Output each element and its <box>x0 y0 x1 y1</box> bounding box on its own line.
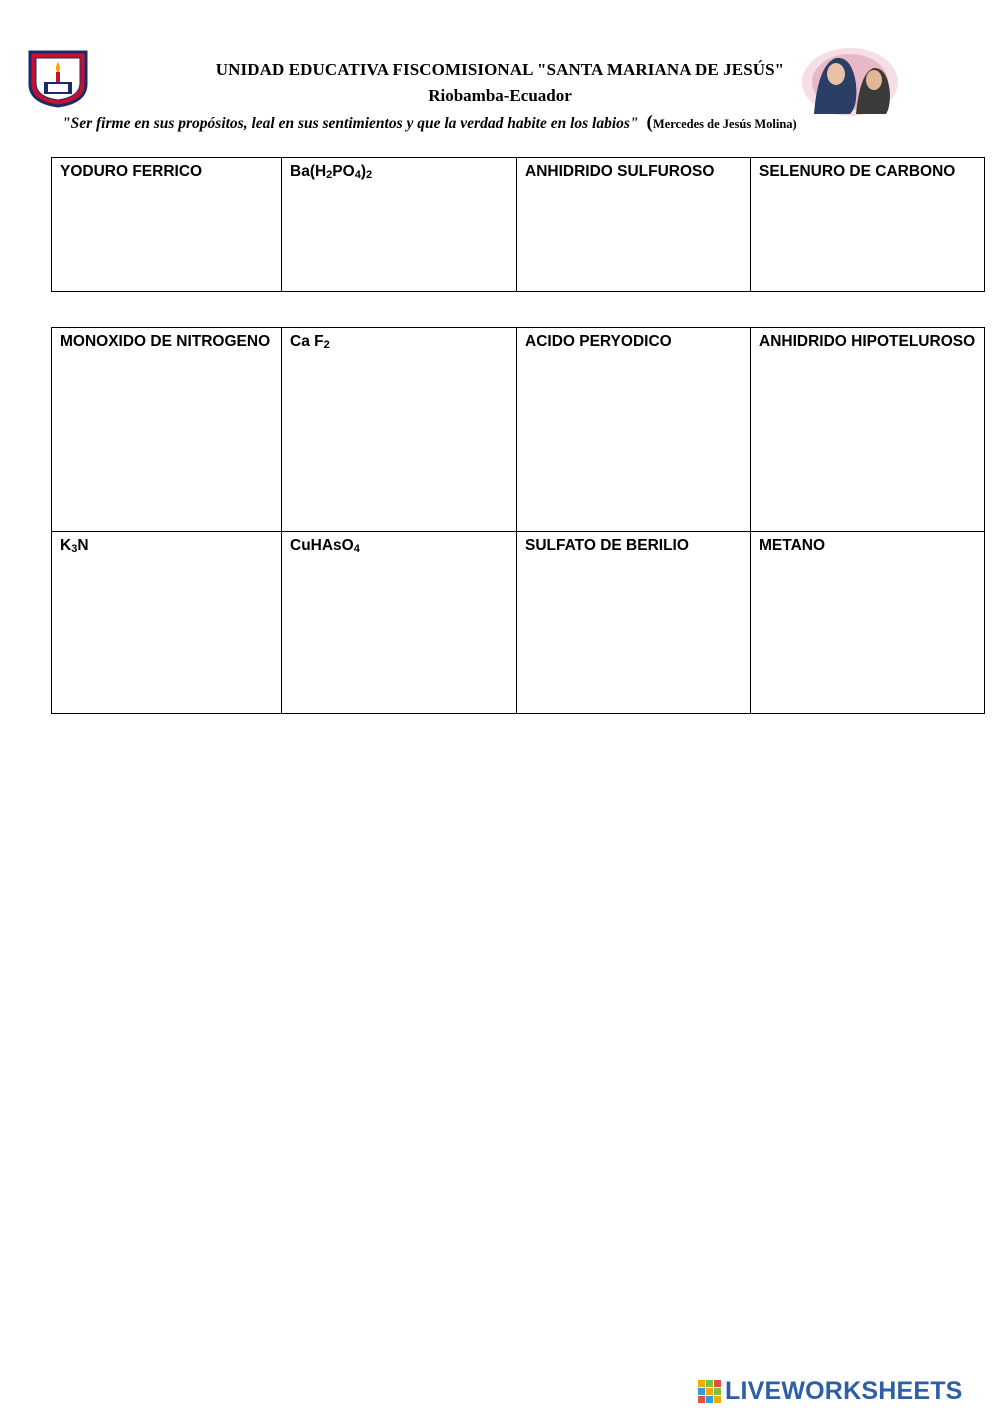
cell-sulfato-de-berilio[interactable] <box>517 532 751 714</box>
worksheet-table-2 <box>51 327 985 714</box>
subscript: 2 <box>366 169 373 181</box>
subscript: 2 <box>326 169 333 181</box>
worksheet-table-1 <box>51 157 985 292</box>
cell-acido-peryodico[interactable] <box>517 328 751 532</box>
cell-label: ANHIDRIDO HIPOTELUROSO <box>759 333 976 350</box>
formula-part: K <box>60 537 72 554</box>
cell-label: ACIDO PERYODICO <box>525 333 672 350</box>
school-city: Riobamba-Ecuador <box>428 86 572 105</box>
formula-part: CuHAsO <box>290 537 354 554</box>
formula-part: ) <box>360 163 366 180</box>
formula-part: N <box>77 537 89 554</box>
cell-calcium-fluoride[interactable] <box>282 328 517 532</box>
cell-selenuro-de-carbono[interactable] <box>751 158 985 292</box>
cell-label: MONOXIDO DE NITROGENO <box>60 333 271 350</box>
cell-label: SELENURO DE CARBONO <box>759 163 956 180</box>
school-name-title: UNIDAD EDUCATIVA FISCOMISIONAL "SANTA MARIANA DE JESÚS" <box>215 60 785 79</box>
cell-label: ANHIDRIDO SULFUROSO <box>525 163 715 180</box>
table-row <box>52 532 985 714</box>
cell-copper-hydrogen-arsenate[interactable] <box>282 532 517 714</box>
cell-label: YODURO FERRICO <box>60 163 203 180</box>
motto-author: Mercedes de Jesús Molina) <box>652 117 797 131</box>
motto-quote: "Ser firme en sus propósitos, leal en sus sentimientos y que la verdad habite en los labios" <box>62 115 639 132</box>
cell-potassium-nitride[interactable] <box>52 532 282 714</box>
cell-anhidrido-hipoteluroso[interactable] <box>751 328 985 532</box>
subscript: 2 <box>323 339 330 351</box>
table-row <box>52 328 985 532</box>
subscript: 3 <box>71 543 78 555</box>
cell-anhidrido-sulfuroso[interactable] <box>517 158 751 292</box>
formula-part: Ba(H <box>290 163 327 180</box>
cell-label: SULFATO DE BERILIO <box>525 537 689 554</box>
cell-monoxido-de-nitrogeno[interactable] <box>52 328 282 532</box>
formula-part: Ca F <box>290 333 324 350</box>
cell-yoduro-ferrico[interactable] <box>52 158 282 292</box>
cell-label: METANO <box>759 537 826 554</box>
school-motto <box>62 112 797 134</box>
formula-part: PO <box>332 163 355 180</box>
subscript: 4 <box>354 169 361 181</box>
liveworksheets-logo-icon <box>698 1380 722 1404</box>
liveworksheets-wordmark: LIVEWORKSHEETS <box>725 1377 963 1405</box>
subscript: 4 <box>353 543 360 555</box>
motto-paren: ( <box>646 112 653 133</box>
cell-barium-dihydrogen-phosphate[interactable] <box>282 158 517 292</box>
cell-metano[interactable] <box>751 532 985 714</box>
table-row <box>52 158 985 292</box>
liveworksheets-brand[interactable] <box>698 1377 963 1406</box>
